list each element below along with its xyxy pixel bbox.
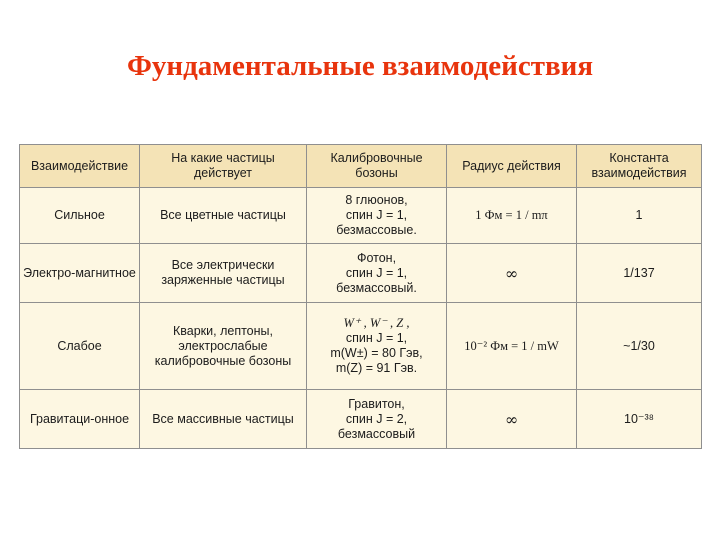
header-bosons: Калибровочные бозоны: [307, 145, 447, 188]
boson-line: Фотон,: [356, 250, 397, 265]
boson-line: m(Z) = 91 Гэв.: [335, 361, 418, 375]
boson-line: безмассовый: [337, 426, 416, 441]
cell-bosons: [307, 303, 447, 390]
table-row: [20, 244, 702, 303]
header-constant: Константа взаимодействия: [577, 145, 702, 188]
cell-bosons: [307, 244, 447, 303]
boson-line: m(W±) = 80 Гэв,: [330, 346, 423, 360]
header-particles: На какие частицы действует: [140, 145, 307, 188]
cell-bosons: [307, 390, 447, 449]
header-interaction: Взаимодействие: [20, 145, 140, 188]
boson-line: спин J = 1,: [345, 265, 408, 280]
page-title: Фундаментальные взаимодействия: [126, 50, 594, 82]
table-row: [20, 188, 702, 244]
header-radius: Радиус действия: [447, 145, 577, 188]
cell-bosons: [307, 188, 447, 244]
boson-line: спин J = 1,: [345, 208, 408, 222]
cell-particles: Все массивные частицы: [140, 390, 307, 449]
cell-particles: Все электрически заряженные частицы: [140, 244, 307, 303]
boson-line: безмассовые.: [336, 223, 417, 237]
cell-particles: Все цветные частицы: [140, 188, 307, 244]
cell-radius: ∞: [447, 244, 577, 303]
cell-radius: 10⁻² Фм = 1 / mW: [447, 303, 577, 390]
cell-constant: 1: [577, 188, 702, 244]
table-header-row: [20, 145, 702, 188]
cell-constant: ~1/30: [577, 303, 702, 390]
table-row: [20, 390, 702, 449]
boson-line: Гравитон,: [348, 396, 405, 411]
boson-line: безмассовый.: [336, 280, 417, 295]
cell-constant: 1/137: [577, 244, 702, 303]
cell-name: Гравитаци-онное: [20, 390, 140, 449]
boson-line: спин J = 1,: [345, 331, 408, 345]
boson-line: спин J = 2,: [345, 411, 408, 426]
cell-radius: 1 Фм = 1 / mπ: [447, 188, 577, 244]
interactions-table: [19, 144, 702, 449]
boson-line: W⁺ , W⁻ , Z ,: [343, 316, 410, 330]
cell-name: Электро-магнитное: [20, 244, 140, 303]
cell-particles: Кварки, лептоны, электрослабые калибровочные бозоны: [140, 303, 307, 390]
cell-constant: 10⁻³⁸: [577, 390, 702, 449]
table-row: [20, 303, 702, 390]
cell-name: Слабое: [20, 303, 140, 390]
cell-radius: ∞: [447, 390, 577, 449]
cell-name: Сильное: [20, 188, 140, 244]
boson-line: 8 глюонов,: [345, 193, 408, 207]
